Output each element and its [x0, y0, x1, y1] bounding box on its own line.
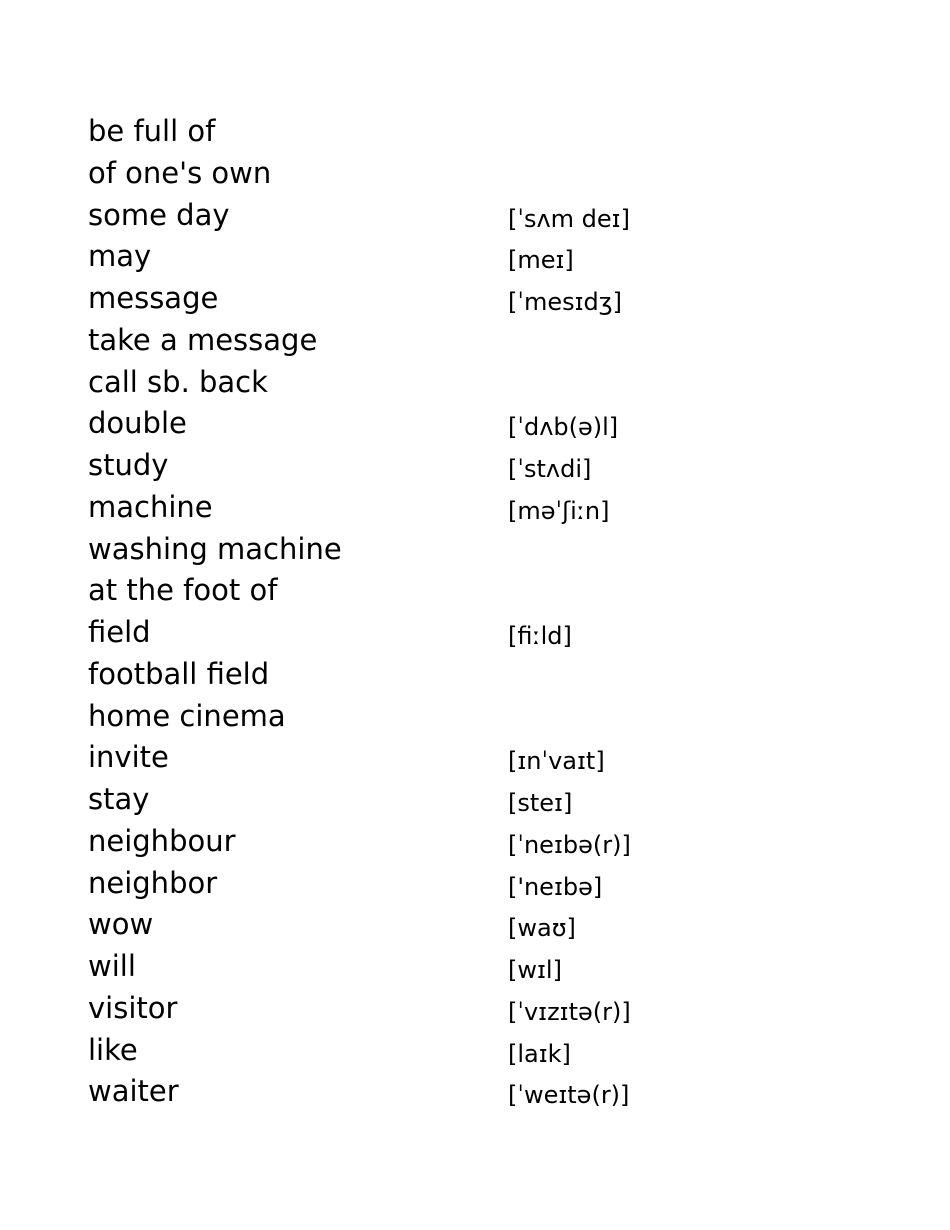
vocab-word: stay: [88, 782, 150, 816]
vocab-word: wow: [88, 907, 154, 942]
vocab-row: [88, 779, 868, 821]
vocab-row: [88, 570, 868, 612]
vocab-word: take a message: [88, 322, 318, 357]
vocab-phonetic: [ˈneɪbə(r)]: [508, 830, 631, 859]
vocab-word: be full of: [88, 114, 216, 148]
vocab-word: double: [88, 406, 187, 441]
vocab-word: field: [88, 615, 151, 649]
vocab-row: [88, 445, 868, 487]
vocab-word: neighbor: [88, 865, 218, 900]
vocab-phonetic: [wɪl]: [508, 956, 562, 984]
vocab-word: some day: [88, 197, 230, 232]
vocab-word: of one's own: [88, 155, 272, 190]
vocab-word: football field: [88, 656, 270, 691]
vocab-word: waiter: [88, 1074, 179, 1109]
vocab-word: at the foot of: [88, 573, 278, 608]
vocab-phonetic: [waʊ]: [508, 914, 576, 943]
vocabulary-list: [88, 111, 868, 1113]
vocab-phonetic: [ˈsʌm deɪ]: [508, 204, 630, 233]
vocab-word: call sb. back: [88, 364, 268, 399]
vocab-phonetic: [ˈmesɪdʒ]: [508, 288, 622, 316]
vocab-phonetic: [laɪk]: [508, 1039, 571, 1068]
vocab-phonetic: [ˈvɪzɪtə(r)]: [508, 997, 631, 1026]
vocab-row: [88, 111, 868, 153]
vocab-word: washing machine: [88, 531, 342, 566]
vocab-row: [88, 863, 868, 905]
vocab-word: home cinema: [88, 698, 286, 733]
vocab-row: [88, 821, 868, 863]
vocab-phonetic: [ˈweɪtə(r)]: [508, 1081, 630, 1110]
vocab-word: invite: [88, 740, 169, 775]
vocab-row: [88, 612, 868, 654]
vocab-row: [88, 278, 868, 320]
vocab-word: message: [88, 281, 219, 315]
vocab-phonetic: [ɪnˈvaɪt]: [508, 747, 605, 776]
vocab-row: [88, 195, 868, 237]
vocab-phonetic: [ˈdʌb(ə)l]: [508, 413, 619, 442]
vocab-phonetic: [steɪ]: [508, 789, 573, 817]
vocab-row: [88, 487, 868, 529]
vocab-row: [88, 1071, 868, 1113]
vocab-phonetic: [fiːld]: [508, 622, 572, 650]
vocab-word: machine: [88, 489, 213, 524]
vocab-word: study: [88, 448, 169, 482]
vocab-row: [88, 320, 868, 362]
vocab-phonetic: ['neɪbə]: [508, 872, 603, 901]
vocab-word: like: [88, 1032, 138, 1067]
vocab-row: [88, 654, 868, 696]
vocab-row: [88, 236, 868, 278]
vocab-phonetic: [ˈstʌdi]: [508, 455, 592, 483]
vocab-row: [88, 1030, 868, 1072]
vocab-row: [88, 403, 868, 445]
vocab-word: will: [88, 949, 136, 983]
vocab-row: [88, 696, 868, 738]
vocab-row: [88, 946, 868, 988]
vocab-row: [88, 529, 868, 571]
vocab-phonetic: [məˈʃiːn]: [508, 496, 610, 525]
vocab-row: [88, 988, 868, 1030]
vocab-phonetic: [meɪ]: [508, 246, 574, 275]
vocab-row: [88, 153, 868, 195]
vocab-row: [88, 737, 868, 779]
vocab-word: may: [88, 239, 152, 274]
vocab-row: [88, 362, 868, 404]
vocab-row: [88, 904, 868, 946]
vocab-word: neighbour: [88, 823, 236, 858]
vocab-word: visitor: [88, 990, 178, 1025]
